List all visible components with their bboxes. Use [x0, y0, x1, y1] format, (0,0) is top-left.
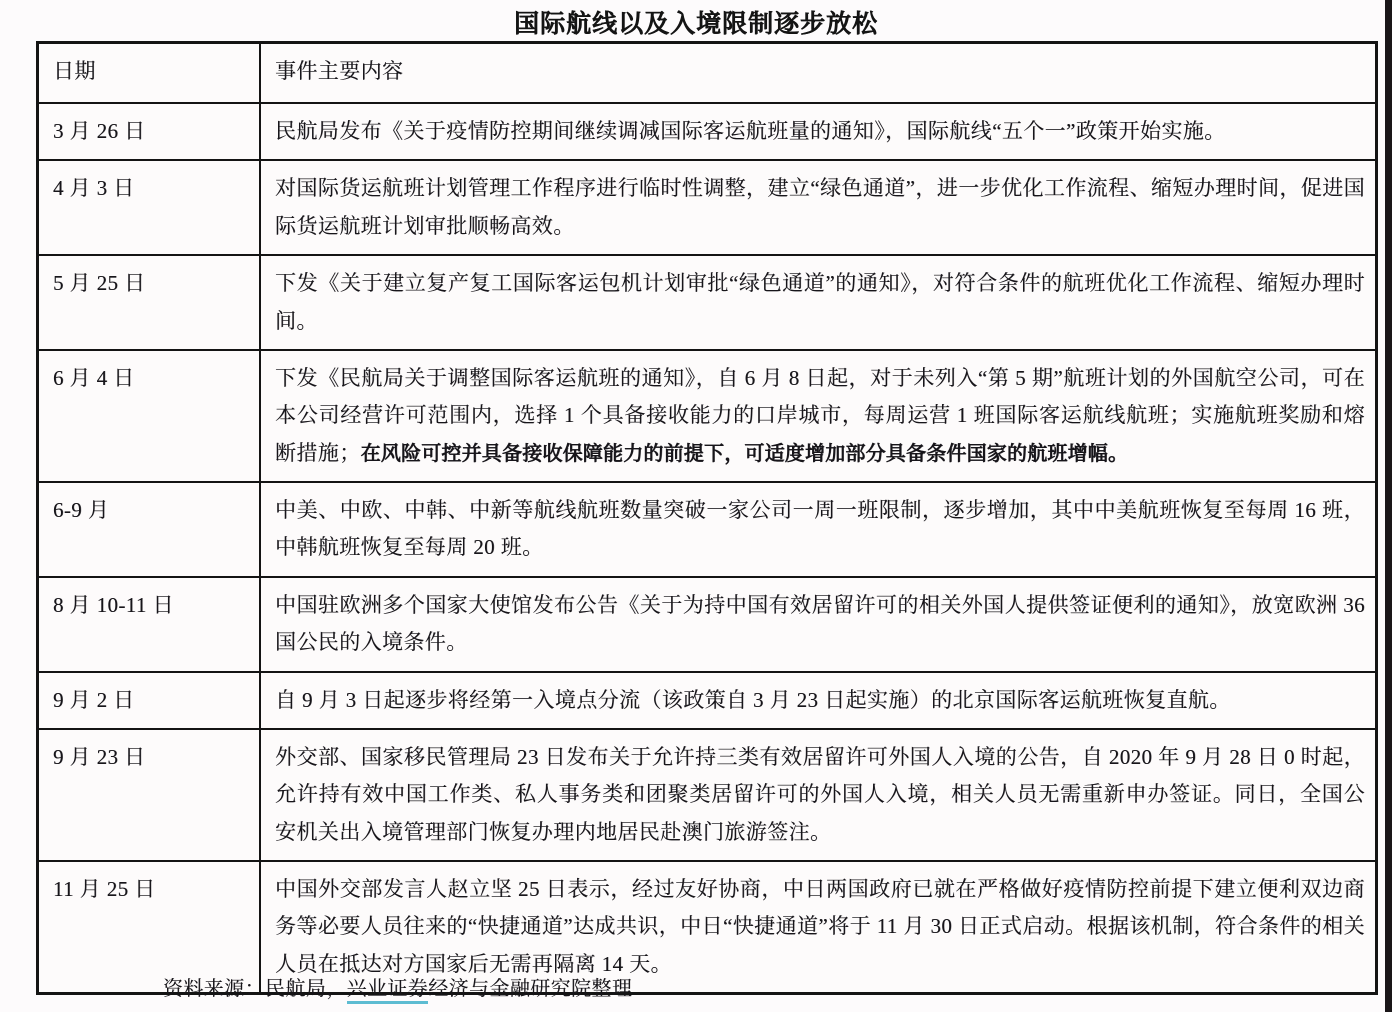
table-header-row [38, 43, 1377, 104]
page-edge-strip [1385, 0, 1392, 1012]
source-note [163, 972, 632, 1001]
cell-content: 中美、中欧、中韩、中新等航线航班数量突破一家公司一周一班限制，逐步增加，其中中美航班恢复至每周 16 班，中韩航班恢复至每周 20 班。 [260, 482, 1377, 577]
cell-content: 民航局发布《关于疫情防控期间继续调减国际客运航班量的通知》，国际航线“五个一”政策开始实施。 [260, 103, 1377, 160]
cell-content-emphasis: 在风险可控并具备接收保障能力的前提下，可适度增加部分具备条件国家的航班增幅。 [360, 440, 1129, 465]
cell-date: 6-9 月 [38, 482, 261, 577]
cell-date: 4 月 3 日 [38, 160, 261, 255]
events-table-container [36, 41, 1365, 995]
cell-content: 下发《关于建立复产复工国际客运包机计划审批“绿色通道”的通知》，对符合条件的航班优化工作流程、缩短办理时间。 [260, 255, 1377, 350]
events-table [36, 41, 1378, 995]
cell-date: 11 月 25 日 [38, 861, 261, 994]
table-row [38, 577, 1377, 672]
source-link[interactable]: 兴业证券 [347, 978, 429, 1004]
table-row [38, 255, 1377, 350]
cell-date: 9 月 2 日 [38, 672, 261, 729]
cell-date: 3 月 26 日 [38, 103, 261, 160]
column-header-content: 事件主要内容 [260, 43, 1377, 104]
table-row [38, 482, 1377, 577]
page-title: 国际航线以及入境限制逐步放松 [513, 9, 878, 38]
table-row [38, 350, 1377, 482]
cell-date: 5 月 25 日 [38, 255, 261, 350]
cell-date: 9 月 23 日 [38, 729, 261, 861]
cell-content: 外交部、国家移民管理局 23 日发布关于允许持三类有效居留许可外国人入境的公告，自 2020 年 9 月 28 日 0 时起，允许持有效中国工作类、私人事务类和团聚类居留许可的外国人入境，相关人员无需重新申办签证。同日，全国公安机关出入境管理部门恢复办理内地居民赴澳门旅游签注。 [260, 729, 1377, 861]
column-header-date: 日期 [38, 43, 261, 104]
table-row [38, 672, 1377, 729]
cell-content [260, 350, 1377, 482]
cell-content: 中国外交部发言人赵立坚 25 日表示，经过友好协商，中日两国政府已就在严格做好疫情防控前提下建立便利双边商务等必要人员往来的“快捷通道”达成共识，中日“快捷通道”将于 11 月 30 日正式启动。根据该机制，符合条件的相关人员在抵达对方国家后无需再隔离 14 天。 [260, 861, 1377, 994]
cell-content-plain: 下发《民航局关于调整国际客运航班的通知》，自 6 月 8 日起，对于未列入“第 5 期”航班计划的外国航空公司，可在本公司经营许可范围内，选择 1 个具备接收能力的口岸城市，每周运营 1 班国际客运航线航班；实施航班奖励和熔断措施； [275, 365, 1365, 465]
cell-content: 自 9 月 3 日起逐步将经第一入境点分流（该政策自 3 月 23 日起实施）的北京国际客运航班恢复直航。 [260, 672, 1377, 729]
table-row [38, 729, 1377, 861]
cell-content: 中国驻欧洲多个国家大使馆发布公告《关于为持中国有效居留许可的相关外国人提供签证便利的通知》，放宽欧洲 36 国公民的入境条件。 [260, 577, 1377, 672]
source-suffix: 经济与金融研究院整理 [428, 978, 633, 1000]
table-row [38, 103, 1377, 160]
source-prefix: 资料来源：民航局， [163, 978, 347, 1000]
events-table-body [38, 43, 1377, 994]
table-row [38, 160, 1377, 255]
cell-date: 8 月 10-11 日 [38, 577, 261, 672]
cell-content: 对国际货运航班计划管理工作程序进行临时性调整，建立“绿色通道”，进一步优化工作流程、缩短办理时间，促进国际货运航班计划审批顺畅高效。 [260, 160, 1377, 255]
cell-date: 6 月 4 日 [38, 350, 261, 482]
